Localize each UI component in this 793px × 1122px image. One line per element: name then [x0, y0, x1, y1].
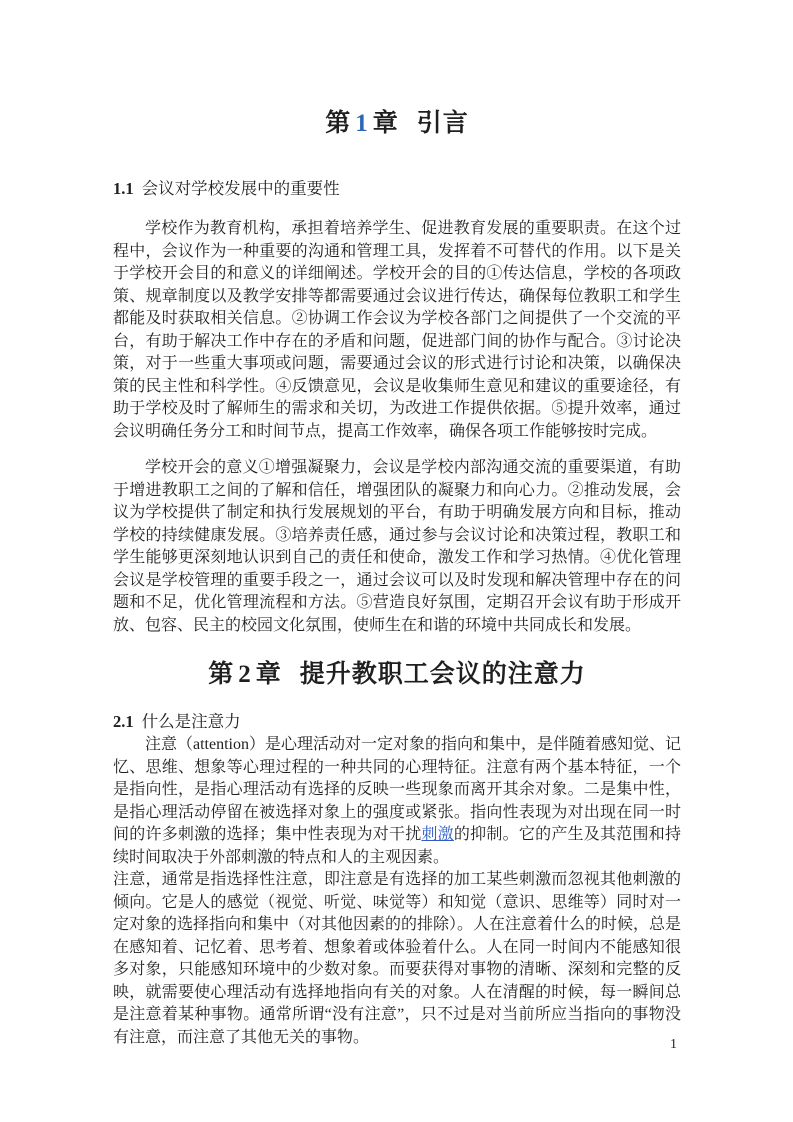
chapter-2-number: 2 — [238, 661, 252, 688]
chapter-1-num-suffix: 章 — [372, 109, 399, 137]
chapter-1-num-prefix: 第 — [325, 109, 352, 137]
ciji-hyperlink[interactable]: 刺激 — [421, 826, 454, 843]
chapter-2-num-prefix: 第 — [208, 660, 235, 688]
section-1-1-number: 1.1 — [113, 179, 134, 198]
chapter-2-title — [113, 655, 681, 694]
chapter-2-paragraph-2: 注意，通常是指选择性注意，即注意是有选择的加工某些刺激而忽视其他刺激的倾向。它是人的感觉（视觉、听觉、味觉等）和知觉（意识、思维等）同时对一定对象的选择指向和集中（对其他因素的的排除）。人在注意着什么的时候，总是在感知着、记忆着、思考着、想象着或体验着什么。人在同一时间内不能感知很多对象，只能感知环境中的少数对象。而要获得对事物的清晰、深刻和完整的反映，就需要使心理活动有选择地指向有关的对象。人在清醒的时候，每一瞬间总是注意着某种事物。通常所谓“没有注意”，只不过是对当前所应当指向的事物没有注意，而注意了其他无关的事物。 — [113, 871, 682, 1046]
chapter-1-paragraph-1: 学校作为教育机构，承担着培养学生、促进教育发展的重要职责。在这个过程中，会议作为一种重要的沟通和管理工具，发挥着不可替代的作用。以下是关于学校开会目的和意义的详细阐述。学校开会的目的①传达信息，学校的各项政策、规章制度以及教学安排等都需要通过会议进行传达，确保每位教职工和学生都能及时获取相关信息。②协调工作会议为学校各部门之间提供了一个交流的平台，有助于解决工作中存在的矛盾和问题，促进部门间的协作与配合。③讨论决策，对于一些重大事项或问题，需要通过会议的形式进行讨论和决策，以确保决策的民主性和科学性。④反馈意见，会议是收集师生意见和建议的重要途径，有助于学校及时了解师生的需求和关切，为改进工作提供依据。⑤提升效率，通过会议明确任务分工和时间节点，提高工作效率，确保各项工作能够按时完成。 — [113, 220, 681, 440]
chapter-1-paragraph-2: 学校开会的意义①增强凝聚力，会议是学校内部沟通交流的重要渠道，有助于增进教职工之间的了解和信任，增强团队的凝聚力和向心力。②推动发展，会议为学校提供了制定和执行发展规划的平台，有助于明确发展方向和目标，推动学校的持续健康发展。③培养责任感，通过参与会议讨论和决策过程，教职工和学生能够更深刻地认识到自己的责任和使命，激发工作和学习热情。④优化管理会议是学校管理的重要手段之一，通过会议可以及时发现和解决管理中存在的问题和不足，优化管理流程和方法。⑤营造良好氛围，定期召开会议有助于形成开放、包容、民主的校园文化氛围，使师生在和谐的环境中共同成长和发展。 — [113, 459, 681, 634]
page-number: 1 — [670, 1037, 677, 1052]
section-2-1-number: 2.1 — [113, 712, 134, 731]
chapter-1-title-text: 引言 — [416, 109, 469, 137]
chapter-2-num-suffix: 章 — [255, 660, 282, 688]
section-1-1-title: 会议对学校发展中的重要性 — [141, 179, 340, 198]
chapter-1-number: 1 — [355, 110, 369, 137]
chapter-1-title — [113, 104, 681, 143]
paragraph-text-before-link: 注意（attention）是心理活动对一定对象的指向和集中，是伴随着感知觉、记忆、思维、想象等心理过程的一种共同的心理特征。注意有两个基本特征，一个是指向性，是指心理活动有选择的反映一些现象而离开其余对象。二是集中性，是指心理活动停留在被选择对象上的强度或紧张。指向性表现为对出现在同一时间的许多刺激的选择；集中性表现为对干扰 — [113, 736, 681, 843]
paragraph-text-after-link: 的抑制。它的产生及其范围和持续时间取决于外部刺激的特点和人的主观因素。 — [113, 826, 681, 866]
section-heading-2-1 — [113, 710, 681, 734]
chapter-2-paragraph-1 — [113, 734, 681, 869]
chapter-2-title-text: 提升教职工会议的注意力 — [299, 660, 586, 688]
section-2-1-title: 什么是注意力 — [141, 712, 241, 731]
section-heading-1-1 — [113, 177, 681, 201]
